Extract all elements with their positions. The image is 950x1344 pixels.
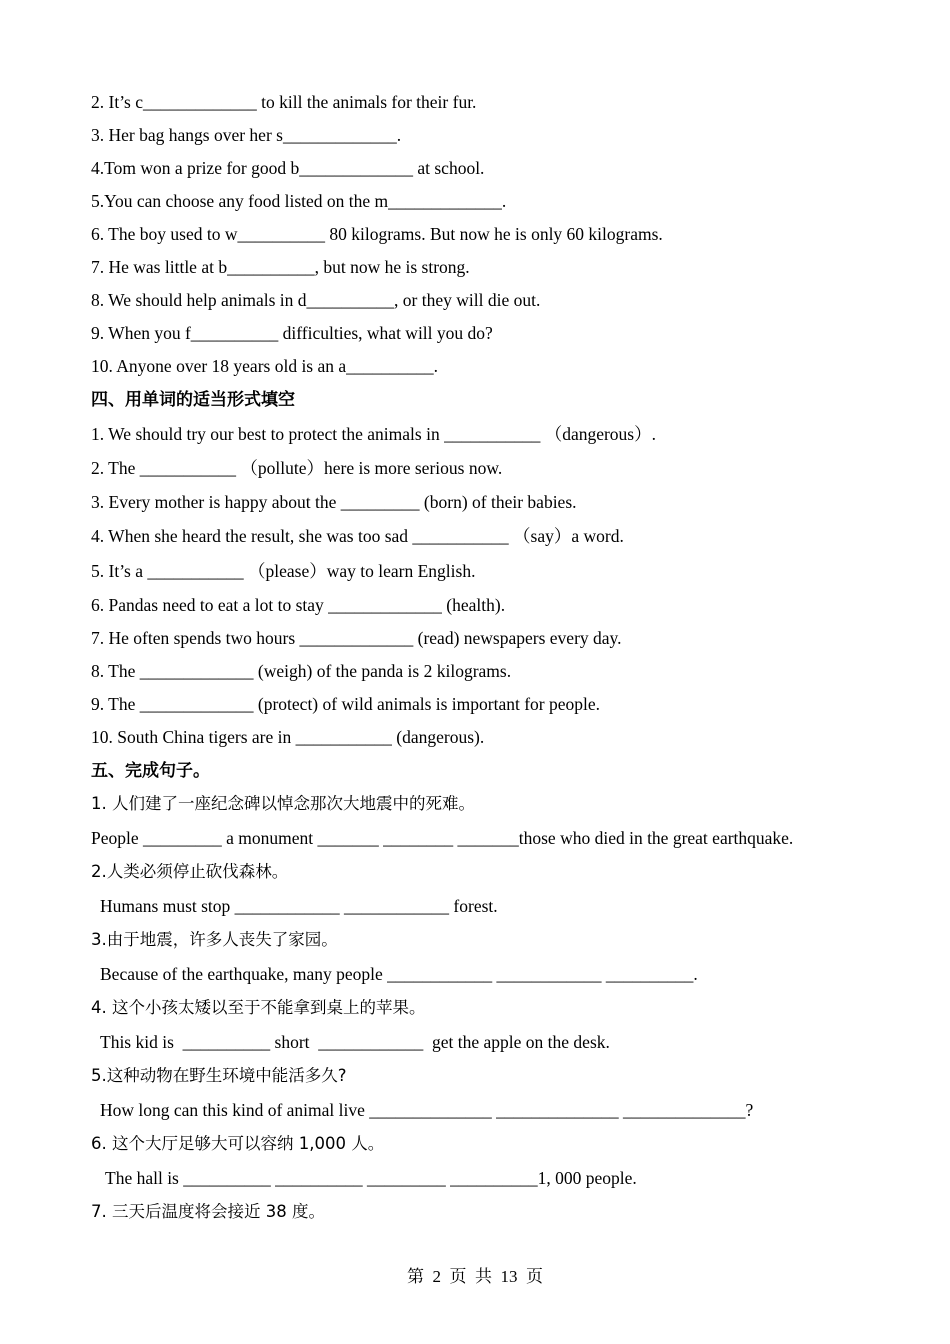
- question-line: 7. He was little at b__________, but now he is strong.: [91, 257, 470, 277]
- chinese-prompt: 6. 这个大厅足够大可以容纳 1,000 人。: [91, 1134, 385, 1153]
- question-line: 3. Every mother is happy about the _________ (born) of their babies.: [91, 492, 577, 512]
- question-line: 4.Tom won a prize for good b_____________ at school.: [91, 158, 485, 178]
- chinese-prompt: 1. 人们建了一座纪念碑以悼念那次大地震中的死难。: [91, 794, 475, 813]
- question-line: 10. South China tigers are in ___________ (dangerous).: [91, 727, 485, 747]
- english-sentence: How long can this kind of animal live ______________ ______________ ______________?: [100, 1100, 754, 1120]
- question-line: 2. The ___________ （pollute）here is more serious now.: [91, 458, 503, 478]
- question-line: 9. The _____________ (protect) of wild animals is important for people.: [91, 694, 601, 714]
- question-line: 1. We should try our best to protect the animals in ___________ （dangerous）.: [91, 424, 656, 444]
- english-sentence: This kid is __________ short ____________ get the apple on the desk.: [100, 1032, 610, 1052]
- english-sentence: The hall is __________ __________ _________ __________1, 000 people.: [105, 1168, 637, 1188]
- chinese-prompt: 7. 三天后温度将会接近 38 度。: [91, 1202, 325, 1221]
- question-line: 9. When you f__________ difficulties, what will you do?: [91, 323, 493, 343]
- question-line: 6. Pandas need to eat a lot to stay _____________ (health).: [91, 595, 506, 615]
- question-line: 10. Anyone over 18 years old is an a__________.: [91, 356, 439, 376]
- english-sentence: Humans must stop ____________ ____________ forest.: [100, 896, 498, 916]
- question-line: 2. It’s c_____________ to kill the animals for their fur.: [91, 92, 477, 112]
- question-line: 6. The boy used to w__________ 80 kilograms. But now he is only 60 kilograms.: [91, 224, 663, 244]
- page-footer: 第 2 页 共 13 页: [407, 1267, 543, 1286]
- section-heading-5: 五、完成句子。: [91, 761, 210, 781]
- section-heading-4: 四、用单词的适当形式填空: [91, 390, 295, 410]
- question-line: 5. It’s a ___________ （please）way to learn English.: [91, 561, 476, 581]
- question-line: 7. He often spends two hours _____________ (read) newspapers every day.: [91, 628, 622, 648]
- question-line: 8. We should help animals in d__________, or they will die out.: [91, 290, 541, 310]
- question-line: 3. Her bag hangs over her s_____________.: [91, 125, 402, 145]
- question-line: 8. The _____________ (weigh) of the panda is 2 kilograms.: [91, 661, 512, 681]
- english-sentence: People _________ a monument _______ ________ _______those who died in the great earthquake.: [91, 828, 794, 848]
- chinese-prompt: 2.人类必须停止砍伐森林。: [91, 862, 289, 881]
- chinese-prompt: 5.这种动物在野生环境中能活多久?: [91, 1066, 347, 1085]
- english-sentence: Because of the earthquake, many people ____________ ____________ __________.: [100, 964, 698, 984]
- chinese-prompt: 3.由于地震，许多人丧失了家园。: [91, 930, 338, 949]
- chinese-prompt: 4. 这个小孩太矮以至于不能拿到桌上的苹果。: [91, 998, 426, 1017]
- question-line: 4. When she heard the result, she was too sad ___________ （say）a word.: [91, 526, 624, 546]
- question-line: 5.You can choose any food listed on the m_____________.: [91, 191, 507, 211]
